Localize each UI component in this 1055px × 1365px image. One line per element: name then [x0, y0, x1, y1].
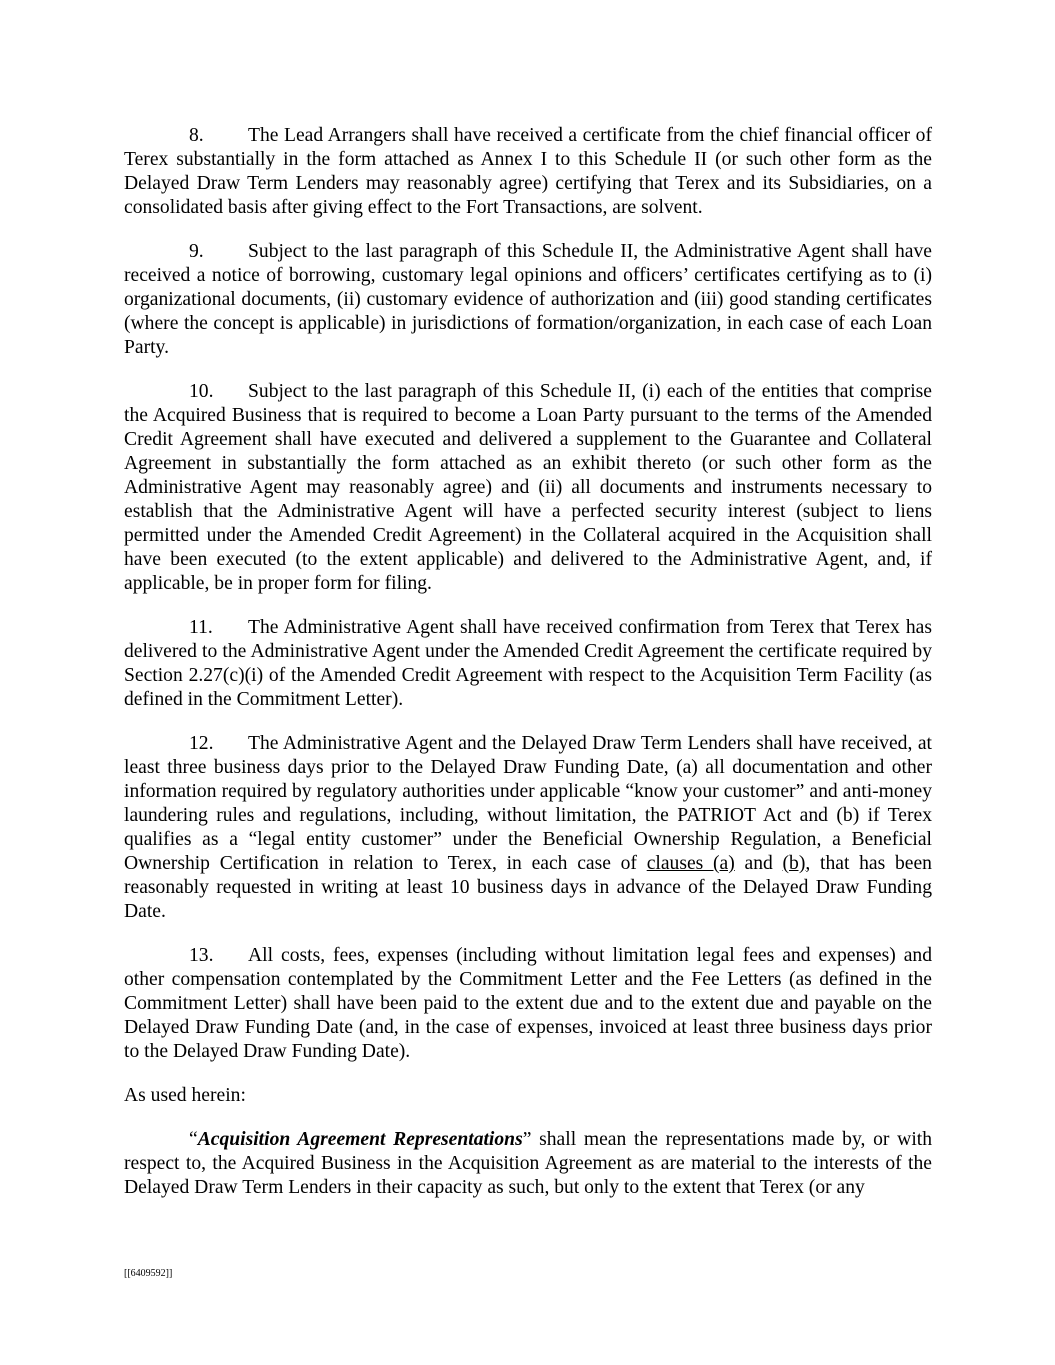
definition-text: ” shall mean the representations made by, or with respect to, the Acquired Business in the Acquisition Agreement as are material to the interests of the Delayed Draw Term Lenders in their capacity as such, but only to the extent that Terex (or any	[124, 1129, 932, 1198]
paragraph-text: All costs, fees, expenses (including without limitation legal fees and expenses) and other compensation contemplated by the Commitment Letter and the Fee Letters (as defined in the Commitment Letter) shall have been paid to the extent due and to the extent due and payable on the Delayed Draw Funding Date (and, in the case of expenses, invoiced at least three business days prior to the Delayed Draw Funding Date).	[124, 945, 932, 1062]
paragraph-number: 10.	[189, 381, 214, 402]
as-used-herein: As used herein:	[124, 1085, 246, 1106]
definition-acquisition-agreement-representations	[124, 1128, 932, 1200]
paragraph-11	[124, 616, 932, 712]
clause-b-reference: (b)	[782, 853, 806, 874]
paragraph-9	[124, 240, 932, 360]
paragraph-13	[124, 944, 932, 1064]
paragraph-text-and: and	[734, 853, 783, 874]
paragraph-number: 13.	[189, 945, 214, 966]
paragraph-number: 12.	[189, 733, 214, 754]
paragraph-text: The Administrative Agent and the Delayed Draw Term Lenders shall have received, at least three business days prior to the Delayed Draw Funding Date, (a) all documentation and other information required by regulatory authorities under applicable “know your customer” and anti-money laundering rules and regulations, including, without limitation, the PATRIOT Act and (b) if Terex qualifies as a “legal entity customer” under the Beneficial Ownership Regulation, a Beneficial Ownership Certification in relation to Terex, in each case of	[124, 733, 932, 874]
paragraph-text: Subject to the last paragraph of this Schedule II, (i) each of the entities that comprise the Acquired Business that is required to become a Loan Party pursuant to the terms of the Amended Credit Agreement shall have executed and delivered a supplement to the Guarantee and Collateral Agreement in substantially the form attached as an exhibit thereto (or such other form as the Administrative Agent may reasonably agree) and (ii) all documents and instruments necessary to establish that the Administrative Agent will have a perfected security interest (subject to liens permitted under the Amended Credit Agreement) in the Collateral acquired in the Acquisition shall have been executed (to the extent applicable) and delivered to the Administrative Agent, and, if applicable, be in proper form for filing.	[124, 381, 932, 594]
paragraph-number: 9.	[189, 241, 204, 262]
paragraph-12	[124, 732, 932, 924]
paragraph-text: The Lead Arrangers shall have received a certificate from the chief financial officer of Terex substantially in the form attached as Annex I to this Schedule II (or such other form as the Delayed Draw Term Lenders may reasonably agree) certifying that Terex and its Subsidiaries, on a consolidated basis after giving effect to the Fort Transactions, are solvent.	[124, 125, 932, 218]
paragraph-text-after: , that has been reasonably requested in writing at least 10 business days in advance of the Delayed Draw Funding Date.	[124, 853, 932, 922]
clause-a-reference: clauses (a)	[646, 853, 735, 874]
paragraph-text: Subject to the last paragraph of this Schedule II, the Administrative Agent shall have received a notice of borrowing, customary legal opinions and officers’ certificates certifying as to (i) organizational documents, (ii) customary evidence of authorization and (iii) good standing certificates (where the concept is applicable) in jurisdictions of formation/organization, in each case of each Loan Party.	[124, 241, 932, 358]
paragraph-number: 11.	[189, 617, 213, 638]
definition-open-quote: “	[189, 1129, 198, 1150]
definition-term: Acquisition Agreement Representations	[197, 1129, 523, 1150]
document-body	[124, 124, 932, 1200]
paragraph-text: The Administrative Agent shall have received confirmation from Terex that Terex has delivered to the Administrative Agent under the Amended Credit Agreement the certificate required by Section 2.27(c)(i) of the Amended Credit Agreement with respect to the Acquisition Term Facility (as defined in the Commitment Letter).	[124, 617, 932, 710]
paragraph-10	[124, 380, 932, 596]
paragraph-8	[124, 124, 932, 220]
document-footer-id: [[6409592]]	[124, 1268, 173, 1279]
paragraph-number: 8.	[189, 125, 204, 146]
